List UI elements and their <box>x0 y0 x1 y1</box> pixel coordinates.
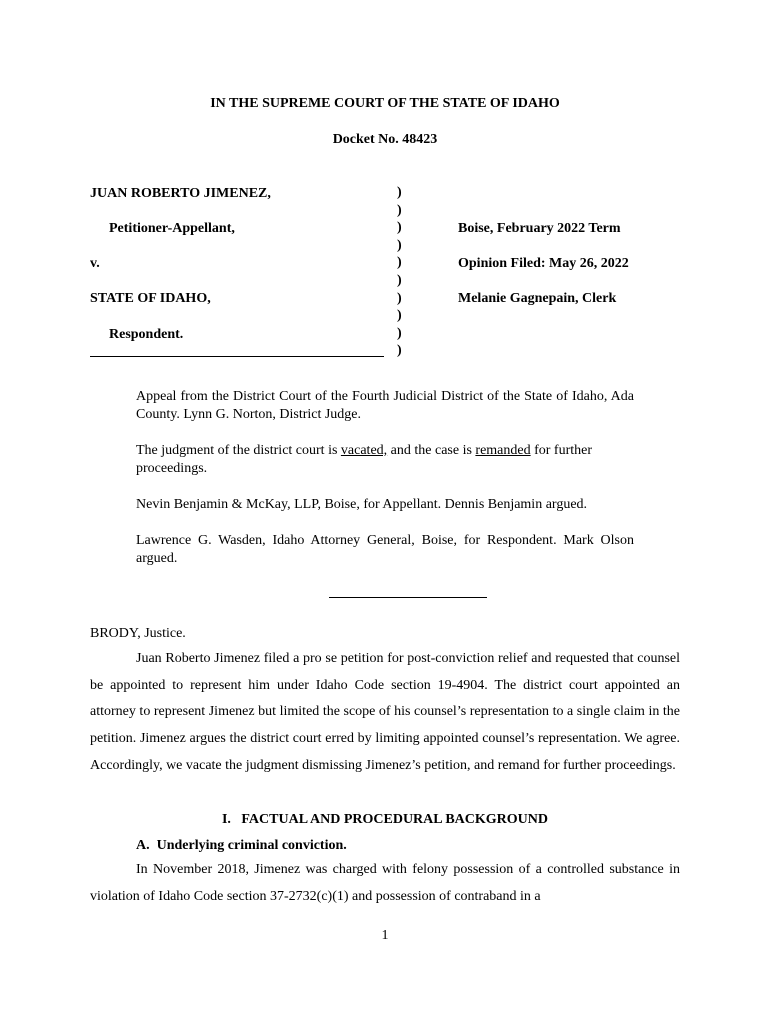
facts-paragraph: In November 2018, Jimenez was charged with felony possession of a controlled substance in violation of Idaho Code section 37-2732(c)(1) and possession of contraband in a <box>90 862 680 904</box>
versus-label: v. <box>90 256 100 271</box>
section-heading: I. FACTUAL AND PROCEDURAL BACKGROUND <box>221 812 549 827</box>
judgment-text-mid: and the case is <box>387 443 476 458</box>
judgment-remanded: remanded <box>475 443 531 458</box>
caption-parentheses: ) ) ) ) ) ) ) ) ) ) <box>397 185 402 359</box>
caption-underline <box>90 356 384 357</box>
opinion-filed-date: Opinion Filed: May 26, 2022 <box>458 256 629 271</box>
separator-rule <box>329 597 487 598</box>
judgment-statement <box>136 442 634 478</box>
court-title: IN THE SUPREME COURT OF THE STATE OF IDAHO <box>210 96 560 111</box>
appellant-counsel: Nevin Benjamin & McKay, LLP, Boise, for Appellant. Dennis Benjamin argued. <box>136 497 588 512</box>
petitioner-role: Petitioner-Appellant, <box>109 221 235 236</box>
docket-number: Docket No. 48423 <box>332 132 438 147</box>
court-clerk: Melanie Gagnepain, Clerk <box>458 291 617 306</box>
appeal-description: Appeal from the District Court of the Fourth Judicial District of the State of Idaho, Ada County. Lynn G. Norton, District Judge. <box>136 389 634 422</box>
petitioner-name: JUAN ROBERTO JIMENEZ, <box>90 186 271 201</box>
respondent-counsel: Lawrence G. Wasden, Idaho Attorney General, Boise, for Respondent. Mark Olson argued. <box>136 533 634 566</box>
judgment-vacated: vacated, <box>340 443 388 458</box>
page-number: 1 <box>381 928 389 943</box>
subsection-heading: A. Underlying criminal conviction. <box>136 838 347 853</box>
court-term: Boise, February 2022 Term <box>458 221 621 236</box>
judgment-text: The judgment of the district court is <box>136 443 341 458</box>
intro-paragraph: Juan Roberto Jimenez filed a pro se petition for post-conviction relief and requested that counsel be appointed to represent him under Idaho Code section 19-4904. The district court appointed an attorney to represent Jimenez but limited the scope of his counsel’s representation to a single claim in the petition. Jimenez argues the district court erred by limiting appointed counsel’s representation. We agree. Accordingly, we vacate the judgment dismissing Jimenez’s petition, and remand for further proceedings. <box>90 651 680 773</box>
opinion-author: BRODY, Justice. <box>90 626 186 641</box>
respondent-role: Respondent. <box>109 327 184 342</box>
respondent-name: STATE OF IDAHO, <box>90 291 211 306</box>
judgment-text-end: for further proceedings. <box>136 443 593 476</box>
